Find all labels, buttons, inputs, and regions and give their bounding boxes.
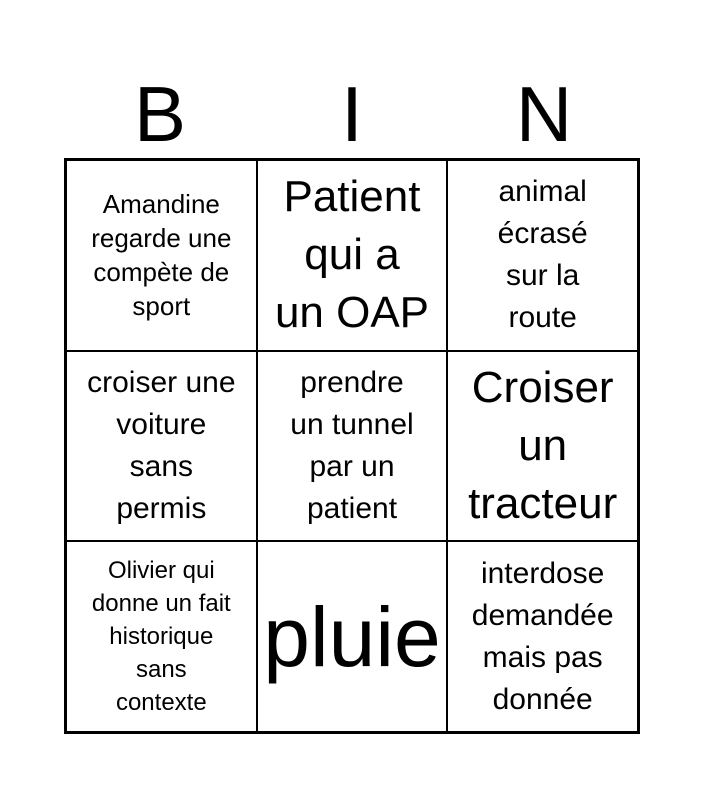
bingo-cell-text: croiser une voiture sans permis: [87, 365, 236, 525]
bingo-cell-text: prendre un tunnel par un patient: [290, 365, 414, 525]
bingo-cell-r1c2[interactable]: [257, 160, 448, 351]
bingo-cell-text: Croiser un tracteur: [468, 362, 618, 528]
bingo-cell-text: Patient qui a un OAP: [274, 172, 430, 338]
bingo-card-grid: [64, 158, 640, 734]
bingo-cell-text: animal écrasé sur la route: [497, 175, 588, 335]
header-letter-b: B: [133, 70, 187, 158]
bingo-cell-text: Olivier qui donne un fait historique sans contexte: [91, 557, 231, 717]
bingo-cell-text: interdose demandée mais pas donnée: [471, 556, 614, 716]
bingo-cell-r1c3[interactable]: [447, 160, 638, 351]
bingo-cell-r3c1[interactable]: [66, 541, 257, 732]
bingo-cell-r2c1[interactable]: [66, 351, 257, 542]
bingo-cell-r1c1[interactable]: [66, 160, 257, 351]
bingo-header: [64, 70, 640, 158]
header-letter-i: I: [341, 70, 363, 158]
bingo-cell-r2c2[interactable]: [257, 351, 448, 542]
bingo-cell-r2c3[interactable]: [447, 351, 638, 542]
bingo-cell-text: pluie: [263, 589, 441, 684]
header-letter-n: N: [515, 70, 573, 158]
bingo-cell-r3c2[interactable]: [257, 541, 448, 732]
bingo-cell-r3c3[interactable]: [447, 541, 638, 732]
bingo-cell-text: Amandine regarde une compète de sport: [91, 189, 232, 322]
